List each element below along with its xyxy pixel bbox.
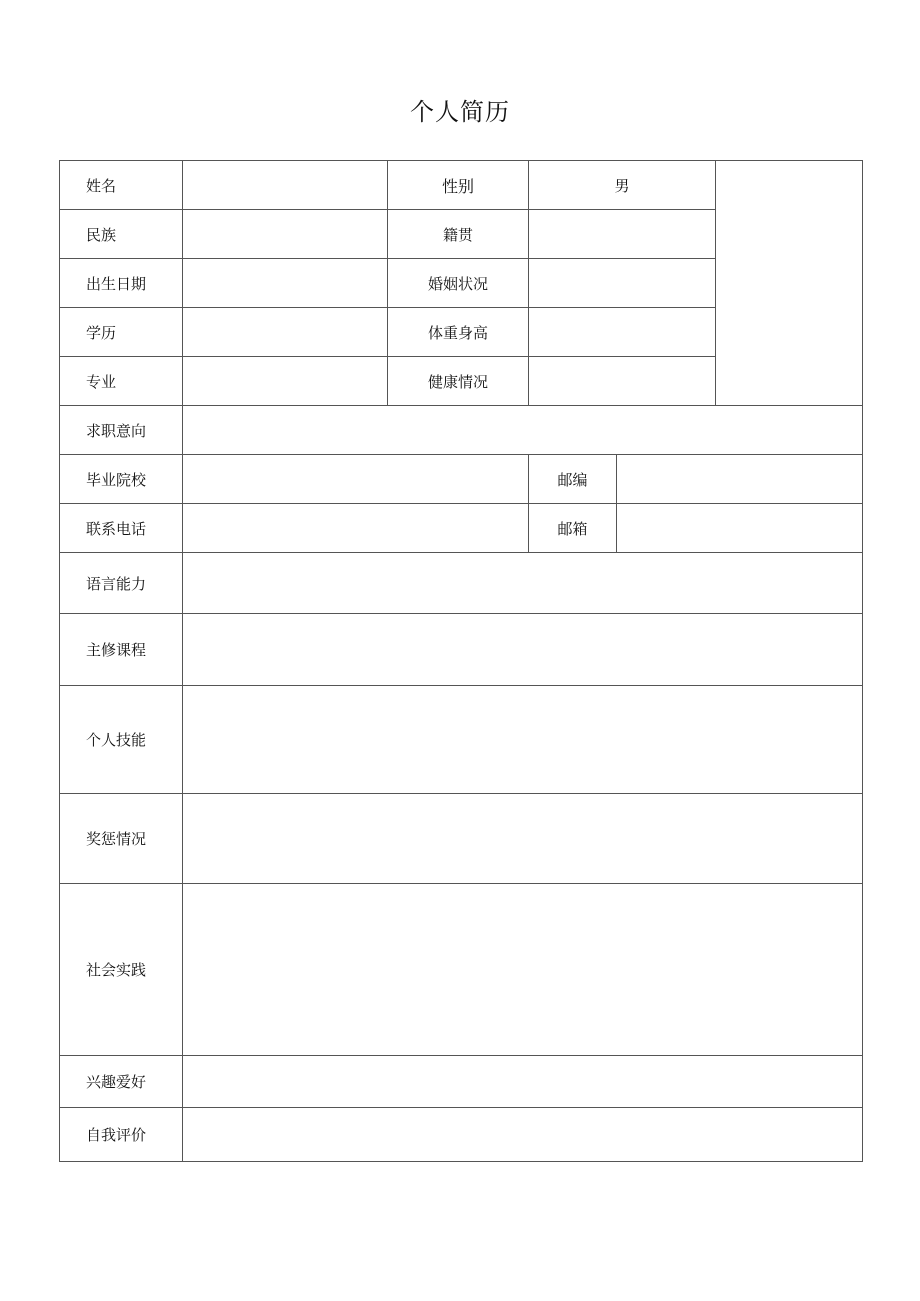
skills-label: 个人技能 <box>60 686 183 794</box>
row-school-postcode <box>60 455 863 504</box>
row-practice <box>60 884 863 1056</box>
education-field[interactable] <box>183 308 388 357</box>
row-awards <box>60 794 863 884</box>
courses-label: 主修课程 <box>60 614 183 686</box>
row-courses <box>60 614 863 686</box>
awards-label: 奖惩情况 <box>60 794 183 884</box>
language-label: 语言能力 <box>60 553 183 614</box>
email-label: 邮箱 <box>529 504 617 553</box>
education-label: 学历 <box>60 308 183 357</box>
row-self-evaluation <box>60 1108 863 1162</box>
health-field[interactable] <box>529 357 716 406</box>
name-field[interactable] <box>183 161 388 210</box>
birth-date-label: 出生日期 <box>60 259 183 308</box>
native-place-field[interactable] <box>529 210 716 259</box>
hobbies-field[interactable] <box>183 1056 863 1108</box>
phone-label: 联系电话 <box>60 504 183 553</box>
row-skills <box>60 686 863 794</box>
courses-field[interactable] <box>183 614 863 686</box>
row-name-gender <box>60 161 863 210</box>
hobbies-label: 兴趣爱好 <box>60 1056 183 1108</box>
practice-label: 社会实践 <box>60 884 183 1056</box>
phone-field[interactable] <box>183 504 529 553</box>
resume-table <box>59 160 863 1162</box>
practice-field[interactable] <box>183 884 863 1056</box>
row-job-intention <box>60 406 863 455</box>
height-weight-label: 体重身高 <box>388 308 529 357</box>
awards-field[interactable] <box>183 794 863 884</box>
birth-date-field[interactable] <box>183 259 388 308</box>
native-place-label: 籍贯 <box>388 210 529 259</box>
gender-label: 性别 <box>388 161 529 210</box>
row-language <box>60 553 863 614</box>
row-hobbies <box>60 1056 863 1108</box>
page-title: 个人简历 <box>410 98 510 126</box>
gender-field[interactable]: 男 <box>529 161 716 210</box>
major-field[interactable] <box>183 357 388 406</box>
self-evaluation-field[interactable] <box>183 1108 863 1162</box>
major-label: 专业 <box>60 357 183 406</box>
row-phone-email <box>60 504 863 553</box>
postcode-label: 邮编 <box>529 455 617 504</box>
school-label: 毕业院校 <box>60 455 183 504</box>
skills-field[interactable] <box>183 686 863 794</box>
height-weight-field[interactable] <box>529 308 716 357</box>
ethnicity-field[interactable] <box>183 210 388 259</box>
self-evaluation-label: 自我评价 <box>60 1108 183 1162</box>
marital-status-label: 婚姻状况 <box>388 259 529 308</box>
job-intention-label: 求职意向 <box>60 406 183 455</box>
name-label: 姓名 <box>60 161 183 210</box>
job-intention-field[interactable] <box>183 406 863 455</box>
marital-status-field[interactable] <box>529 259 716 308</box>
photo-cell[interactable] <box>716 161 863 406</box>
postcode-field[interactable] <box>617 455 863 504</box>
health-label: 健康情况 <box>388 357 529 406</box>
ethnicity-label: 民族 <box>60 210 183 259</box>
email-field[interactable] <box>617 504 863 553</box>
school-field[interactable] <box>183 455 529 504</box>
language-field[interactable] <box>183 553 863 614</box>
